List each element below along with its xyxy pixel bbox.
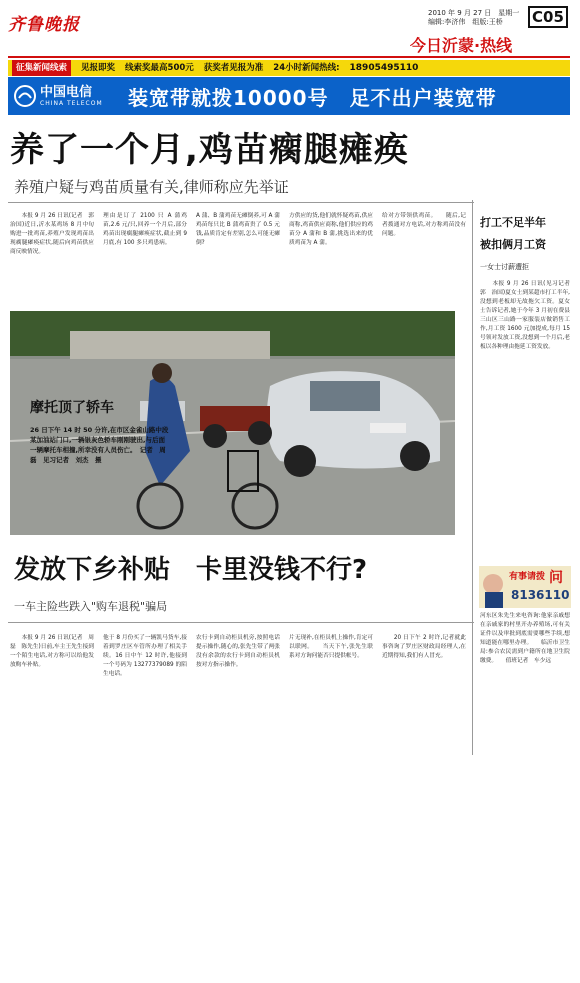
newspaper-logo: 齐鲁晚报 bbox=[8, 15, 80, 35]
telecom-ad-banner bbox=[8, 77, 570, 115]
photo-title: 摩托顶了轿车 bbox=[30, 400, 114, 416]
section-title: 今日沂蒙·热线 bbox=[410, 36, 513, 55]
right-article-body: 本报 9 月 26 日讯(见习记者 郭 治国)夏女士到某超市打工半年,没想到老板却无故拖欠工资。夏女士告诉记者,她于今年 3 月初在费县三山区三山路一家服装店做销售工作,月工资 1600 元加提成,每月 15 号领对发放工资,没想到一个月后,老板以各种理由拖延工资发放。 bbox=[480, 281, 576, 350]
article1-col5: 给对方带领供鸡苗。 随后,记者拨通对方电话,对方称鸡苗没有问题。 bbox=[382, 213, 466, 237]
issue-editors: 编辑:李济伟 组版:王桥 bbox=[428, 18, 503, 26]
page-number: C05 bbox=[528, 6, 568, 28]
ask-hotline-badge bbox=[479, 566, 571, 608]
news-hotline-bar bbox=[8, 60, 570, 76]
telecom-brand-name: 中国电信 bbox=[40, 84, 93, 100]
hotline-phone: 18905495110 bbox=[349, 63, 419, 73]
hotline-item: 24小时新闻热线: bbox=[273, 63, 340, 73]
right-article-byline: 一女士讨薪遭拒 bbox=[480, 263, 529, 271]
article1-headline: 养了一个月,鸡苗瘸腿瘫痪 bbox=[10, 130, 409, 170]
article2-col4: 片无现补,在柜员机上操作,肯定可以联网。 当天下午,张先生联系对方询问能否只提供帐号。 bbox=[289, 635, 373, 659]
article2-rule bbox=[8, 622, 474, 623]
telecom-brand bbox=[8, 85, 128, 107]
article1-col4: 方供应的货,他们就怀疑鸡苗,供应商称,鸡苗供应商称,他们供应的鸡苗分 A 蒲和 B 蒲,挑选出来的优质鸡苗为 A 蒲。 bbox=[289, 213, 373, 246]
badge-title: 问 bbox=[549, 570, 563, 586]
article1-rule bbox=[8, 202, 474, 203]
article2-col3: 农行卡到自动柜员机旁,按照电话提示操作,随心的,张先生带了两张没有余款的农行卡到自动柜员机按对方指示操作。 bbox=[196, 635, 280, 668]
article2-col1: 本报 9 月 26 日讯(记者 周磊 陈先生)日前,车主王先生接到一个陌生电话,对方称可以给他发放购车补贴。 bbox=[10, 635, 94, 668]
hotline-item: 获奖者见报为准 bbox=[203, 63, 264, 73]
issue-meta bbox=[428, 9, 519, 27]
telecom-brand-en: CHINA TELECOM bbox=[40, 99, 103, 107]
article1-col3: A 蒲、B 蒲鸡苗无瘫倒养,可 A 蒲鸡苗每只比 B 蒲鸡苗贵了 0.5 元钱,品质肯定有差别,怎么可能无瘫倒? bbox=[196, 213, 280, 246]
right-column-divider bbox=[472, 200, 473, 755]
article1-col2: 理由是订了 2100 只 A 蒲鸡苗,2.6 元/只,回养一个月后,部分鸡苗出现瘸腿瘫痪症状,截止到 9 月底,有 100 多只鸡患病。 bbox=[103, 213, 187, 246]
badge-phone: 8136110 bbox=[511, 588, 570, 602]
article2-col5: 20 日下午 2 时许,记者就此事咨询了罗庄区财政局经理人,在近期得知,我们有人冒充。 bbox=[382, 635, 466, 659]
right-notice-text: 河东区朱先生来电咨询:他家亲戚想在亲戚家的村里开办养殖场,可有关证件以及审批到底需要哪些手续,想知道能在哪里办理。 临沂市卫生局:参合农民需到户籍所在地卫生院缴费。 值班记者 车少远 bbox=[480, 613, 570, 664]
issue-date: 2010 年 9 月 27 日 星期一 bbox=[428, 9, 520, 17]
hotline-tag: 征集新闻线索 bbox=[12, 60, 71, 76]
badge-label: 有事请拨 bbox=[509, 572, 546, 582]
article1-col1: 本报 9 月 26 日讯(记者 郭治国)近日,沂水某鸡场 8 月中旬购进一批鸡苗,养殖户发现鸡苗出现瘸腿瘫痪症状,随后向鸡苗供应商反映情况。 bbox=[10, 213, 94, 255]
telecom-slogan: 装宽带就拨10000号 足不出户装宽带 bbox=[128, 85, 497, 110]
article2-col2: 他于 8 月份买了一辆凯马货车,接着到罗庄区车管所办理了相关手续。16 日中午 12 时许,他接到一个号码为 13277379089 的陌生电话。 bbox=[103, 635, 187, 677]
masthead-divider bbox=[8, 56, 570, 58]
hotline-item: 线索奖最高500元 bbox=[125, 63, 194, 73]
accident-photo bbox=[10, 311, 455, 535]
article1-subhead: 养殖户疑与鸡苗质量有关,律师称应先举证 bbox=[14, 178, 289, 196]
right-article-title-2: 被扣俩月工资 bbox=[480, 238, 546, 251]
hotline-item: 见报即奖 bbox=[81, 63, 116, 73]
photo-caption: 26 日下午 14 时 50 分许,在市区金雀山路中段某加油站门口,一辆银灰色轿车刚刚驶出,与后面一辆摩托车相撞,所幸没有人员伤亡。 记者 周磊 见习记者 刘杰 摄 bbox=[30, 426, 169, 464]
telecom-logo-icon bbox=[14, 85, 36, 107]
article2-subhead: 一车主险些跌入"购车退税"骗局 bbox=[14, 600, 168, 613]
right-article-title-1: 打工不足半年 bbox=[480, 216, 546, 229]
article2-headline: 发放下乡补贴 卡里没钱不行? bbox=[14, 555, 368, 585]
